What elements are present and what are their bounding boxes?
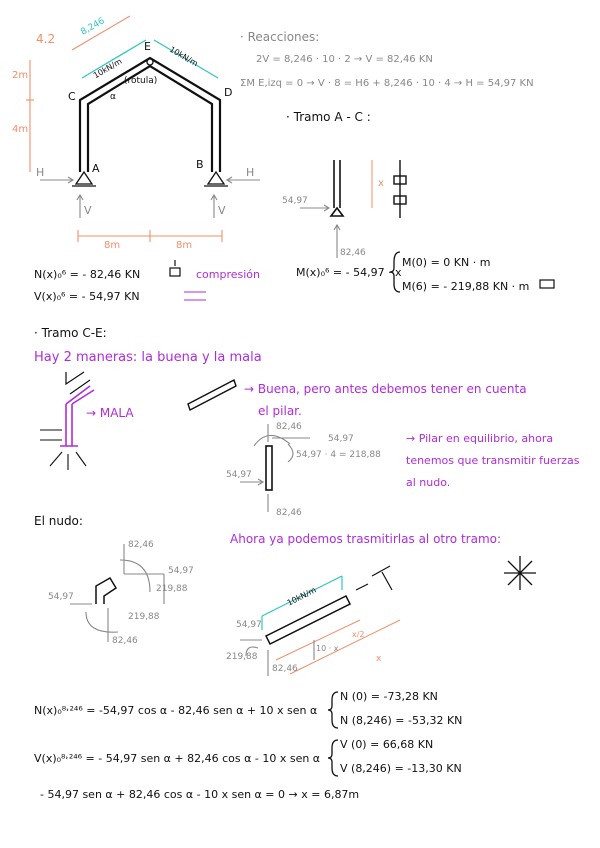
left-load: 10kN/m [91,56,124,81]
tramo-ac-x: x [378,178,384,189]
V-ce-eq: V(x)₀⁸˒²⁴⁶ = - 54,97 sen α + 82,46 cos α - 10 x sen α [34,752,321,765]
N-ce-8: N (8,246) = -53,32 KN [340,714,463,727]
brace-N-icon [328,692,338,728]
hinge-icon [147,59,153,65]
M-ac-eq: M(x)₀⁶ = - 54,97 · x [296,266,402,279]
beam-half: x/2 [352,630,365,639]
N-ac-eq: N(x)₀⁶ = - 82,46 KN [34,268,141,281]
mala-label: → MALA [86,406,134,420]
tramo-ce-title: · Tramo C-E: [34,326,107,340]
buena-line1: → Buena, pero antes debemos tener en cuenta [244,382,527,396]
angle-label: α [110,92,116,102]
height-top: 2m [12,70,29,81]
tramo-ac-title: · Tramo A - C : [286,110,371,124]
pilar-arrows [240,424,310,512]
pilar-top: 82,46 [276,422,302,432]
beam-x: x [376,654,382,664]
node-B: B [196,158,204,171]
V-ac-eq: V(x)₀⁶ = - 54,97 KN [34,290,140,303]
hinge-label: (rótula) [124,76,158,86]
reactions-eq1: 2V = 8,246 · 10 · 2 → V = 82,46 KN [256,54,433,65]
buena-beam [188,380,236,410]
inclined-beam [266,596,350,644]
right-load: 10kN/m [167,44,200,69]
nudo-transmit: Ahora ya podemos trasmitirlas al otro tramo: [230,532,502,546]
span-left: 8m [104,240,121,251]
V-left: V [84,204,92,217]
mala-arrows [40,430,86,470]
pilar-column [266,446,272,490]
H-right: H [246,166,255,179]
beam-left-force: 54,97 [236,620,262,630]
nudo-moment-left: 219,88 [128,612,160,622]
nudo-left: 54,97 [48,592,74,602]
span-right: 8m [176,240,193,251]
node-E: E [144,40,151,53]
pilar-bottom: 82,46 [276,508,302,518]
pilar-line1: → Pilar en equilibrio, ahora [406,432,554,445]
final-eq: - 54,97 sen α + 82,46 cos α - 10 x sen α = 0 → x = 6,87m [40,788,360,801]
V-ce-8: V (8,246) = -13,30 KN [340,762,462,775]
top-length: 8,246 [79,16,107,38]
beam-load: 10kN/m [285,585,318,608]
nudo-top: 82,46 [128,540,154,550]
reactions-title: · Reacciones: [240,30,320,44]
pilar-line3: al nudo. [406,476,451,489]
node-C: C [68,90,76,103]
nudo-title: El nudo: [34,514,83,528]
reaction-arrows [40,177,260,218]
moment-icon [540,280,554,288]
support-B-icon [204,172,228,186]
nudo-arrows [70,544,164,642]
H-left: H [36,166,45,179]
nudo-moment-right: 219,88 [156,584,188,594]
brace-V-icon [328,740,338,776]
node-D: D [224,86,233,99]
pilar-h-left: 54,97 [226,470,252,480]
beam-left-moment: 219,88 [226,652,258,662]
nudo-joint [96,578,116,604]
pilar-h-right: 54,97 [328,434,354,444]
reactions-eq2: ΣM E,izq = 0 → V · 8 = H6 + 8,246 · 10 · 4 → H = 54,97 KN [240,78,534,89]
tramo-ce-intro: Hay 2 maneras: la buena y la mala [34,350,262,365]
tramo-ac-force-h: 54,97 [282,196,308,206]
V-right: V [218,204,226,217]
section-number: 4.2 [36,32,56,46]
shear-icon [184,292,206,300]
pilar-line2: tenemos que transmitir fuerzas [406,454,580,467]
N-ac-note: compresión [196,268,261,281]
tramo-ac-section [394,160,406,218]
M-ac-0: M(0) = 0 KN · m [402,256,491,269]
nudo-bottom: 82,46 [112,636,138,646]
frame-dimensions [26,16,222,242]
buena-line2: el pilar. [258,404,302,418]
height-bottom: 4m [12,124,29,135]
beam-dist: 10 · x [316,644,339,653]
N-ce-0: N (0) = -73,28 KN [340,690,438,703]
section-sketch [356,566,392,590]
node-A: A [92,162,100,175]
tramo-ac-force-v: 82,46 [340,248,366,258]
tramo-ac-column [331,160,343,216]
pilar-moment: 54,97 · 4 = 218,88 [296,450,381,460]
compression-icon [170,260,180,276]
M-ac-6: M(6) = - 219,88 KN · m [402,280,530,293]
inclined-beam-load [262,576,342,630]
V-ce-0: V (0) = 66,68 KN [340,738,434,751]
star-icon [504,556,536,590]
nudo-right: 54,97 [168,566,194,576]
N-ce-eq: N(x)₀⁸˒²⁴⁶ = -54,97 cos α - 82,46 sen α + 10 x sen α [34,704,318,717]
beam-bottom-force: 82,46 [272,664,298,674]
mala-sketch [66,372,90,394]
